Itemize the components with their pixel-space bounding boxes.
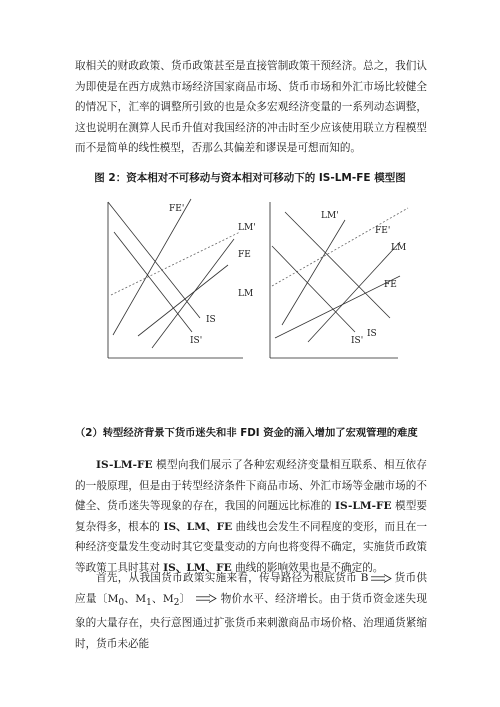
right-fe-prime-label: FE' [375,226,391,236]
body-paragraph-2 [75,455,427,579]
right-panel [270,202,408,358]
left-is-prime-label: IS' [190,336,203,346]
para3-text-4: 、M [151,592,174,605]
left-fe-prime-curve [113,199,191,335]
para2-text-1: 模型向我们展示了各种宏观经济变量相互联系、相互依存的一般原理，但是由于转型经济条件下商品市场、外汇市场等金融市场的不健全、货币迷失等现象的存在，我国的问题远比标准的 [75,459,427,513]
left-lm-prime-label: LM' [238,223,256,233]
double-arrow-icon [195,594,217,603]
figure-title: 图 2：资本相对不可移动与资本相对可移动下的 IS-LM-FE 模型图 [94,172,406,184]
right-fe-label: FE [384,280,397,290]
para3-text-3: 、M [124,592,147,605]
is-lm-fe-figure [100,190,407,370]
right-is-label: IS [367,329,377,339]
left-lm-prime-curve [111,232,240,295]
para3-text-6: 物价水平、经济增长。由于货币资金迷失现象的大量存在，央行意图通过扩张货币来刺激商品市场价格、治理通货紧缩时，货币未必能 [75,592,428,650]
left-lm-label: LM [238,289,254,299]
subscript-1: 1 [146,597,152,608]
left-is-prime-curve [114,232,192,332]
para3-text-2: 货币供应量〔M [75,572,428,605]
left-fe-curve [152,239,234,348]
curve-names: IS、LM、FE [163,561,232,574]
right-lm-label: LM [391,243,407,253]
subscript-2: 2 [173,597,180,608]
left-is-curve [108,202,200,318]
right-is-prime-label: IS' [351,336,364,346]
body-paragraph-3 [75,568,427,654]
right-lm-prime-label: LM' [321,211,339,221]
double-arrow-icon [370,574,392,583]
intro-paragraph: 取相关的财政政策、货币政策甚至是直接管制政策干预经济。总之，我们认为即使是在西方成熟市场经济国家商品市场、货币市场和外汇市场比较健全的情况下，汇率的调整所引致的也是众多宏观经济变量的一系列动态调整，这也说明在测算人民币升值对我国经济的冲击时至少应该使用联立方程模型而不是简单的线性模型，否那么其偏差和谬误是可想而知的。 [75,60,427,155]
model-name: IS-LM-FE [96,459,153,471]
para2-text-3: 曲线也会发生不同程度的变形，而且在一种经济变量发生变动时其它变量变动的方向也将变得不确定，实施货币政策等政策工具时其对 [75,520,427,574]
right-lm-prime-curve [282,220,345,325]
subscript-0: 0 [118,597,125,608]
left-panel [108,199,256,358]
para2-text-4: 曲线的影响效果也是不确定的。 [231,561,384,574]
left-is-label: IS [206,315,216,325]
curve-names: IS、LM、FE [163,520,233,533]
model-name: IS-LM-FE [335,500,392,513]
left-fe-prime-label: FE' [169,204,185,214]
left-fe-label: FE [238,250,251,260]
para3-text-5: 〕 [179,592,191,605]
section-heading: （2）转型经济背景下货币迷失和非 FDI 资金的涌入增加了宏观管理的难度 [75,427,418,439]
para2-text-2: 模型要复杂得多，根本的 [75,500,427,533]
right-fe-curve [275,276,400,338]
para3-text-1: 首先，从我国货币政策实施来看，传导路径为根底货币 B [96,572,369,584]
